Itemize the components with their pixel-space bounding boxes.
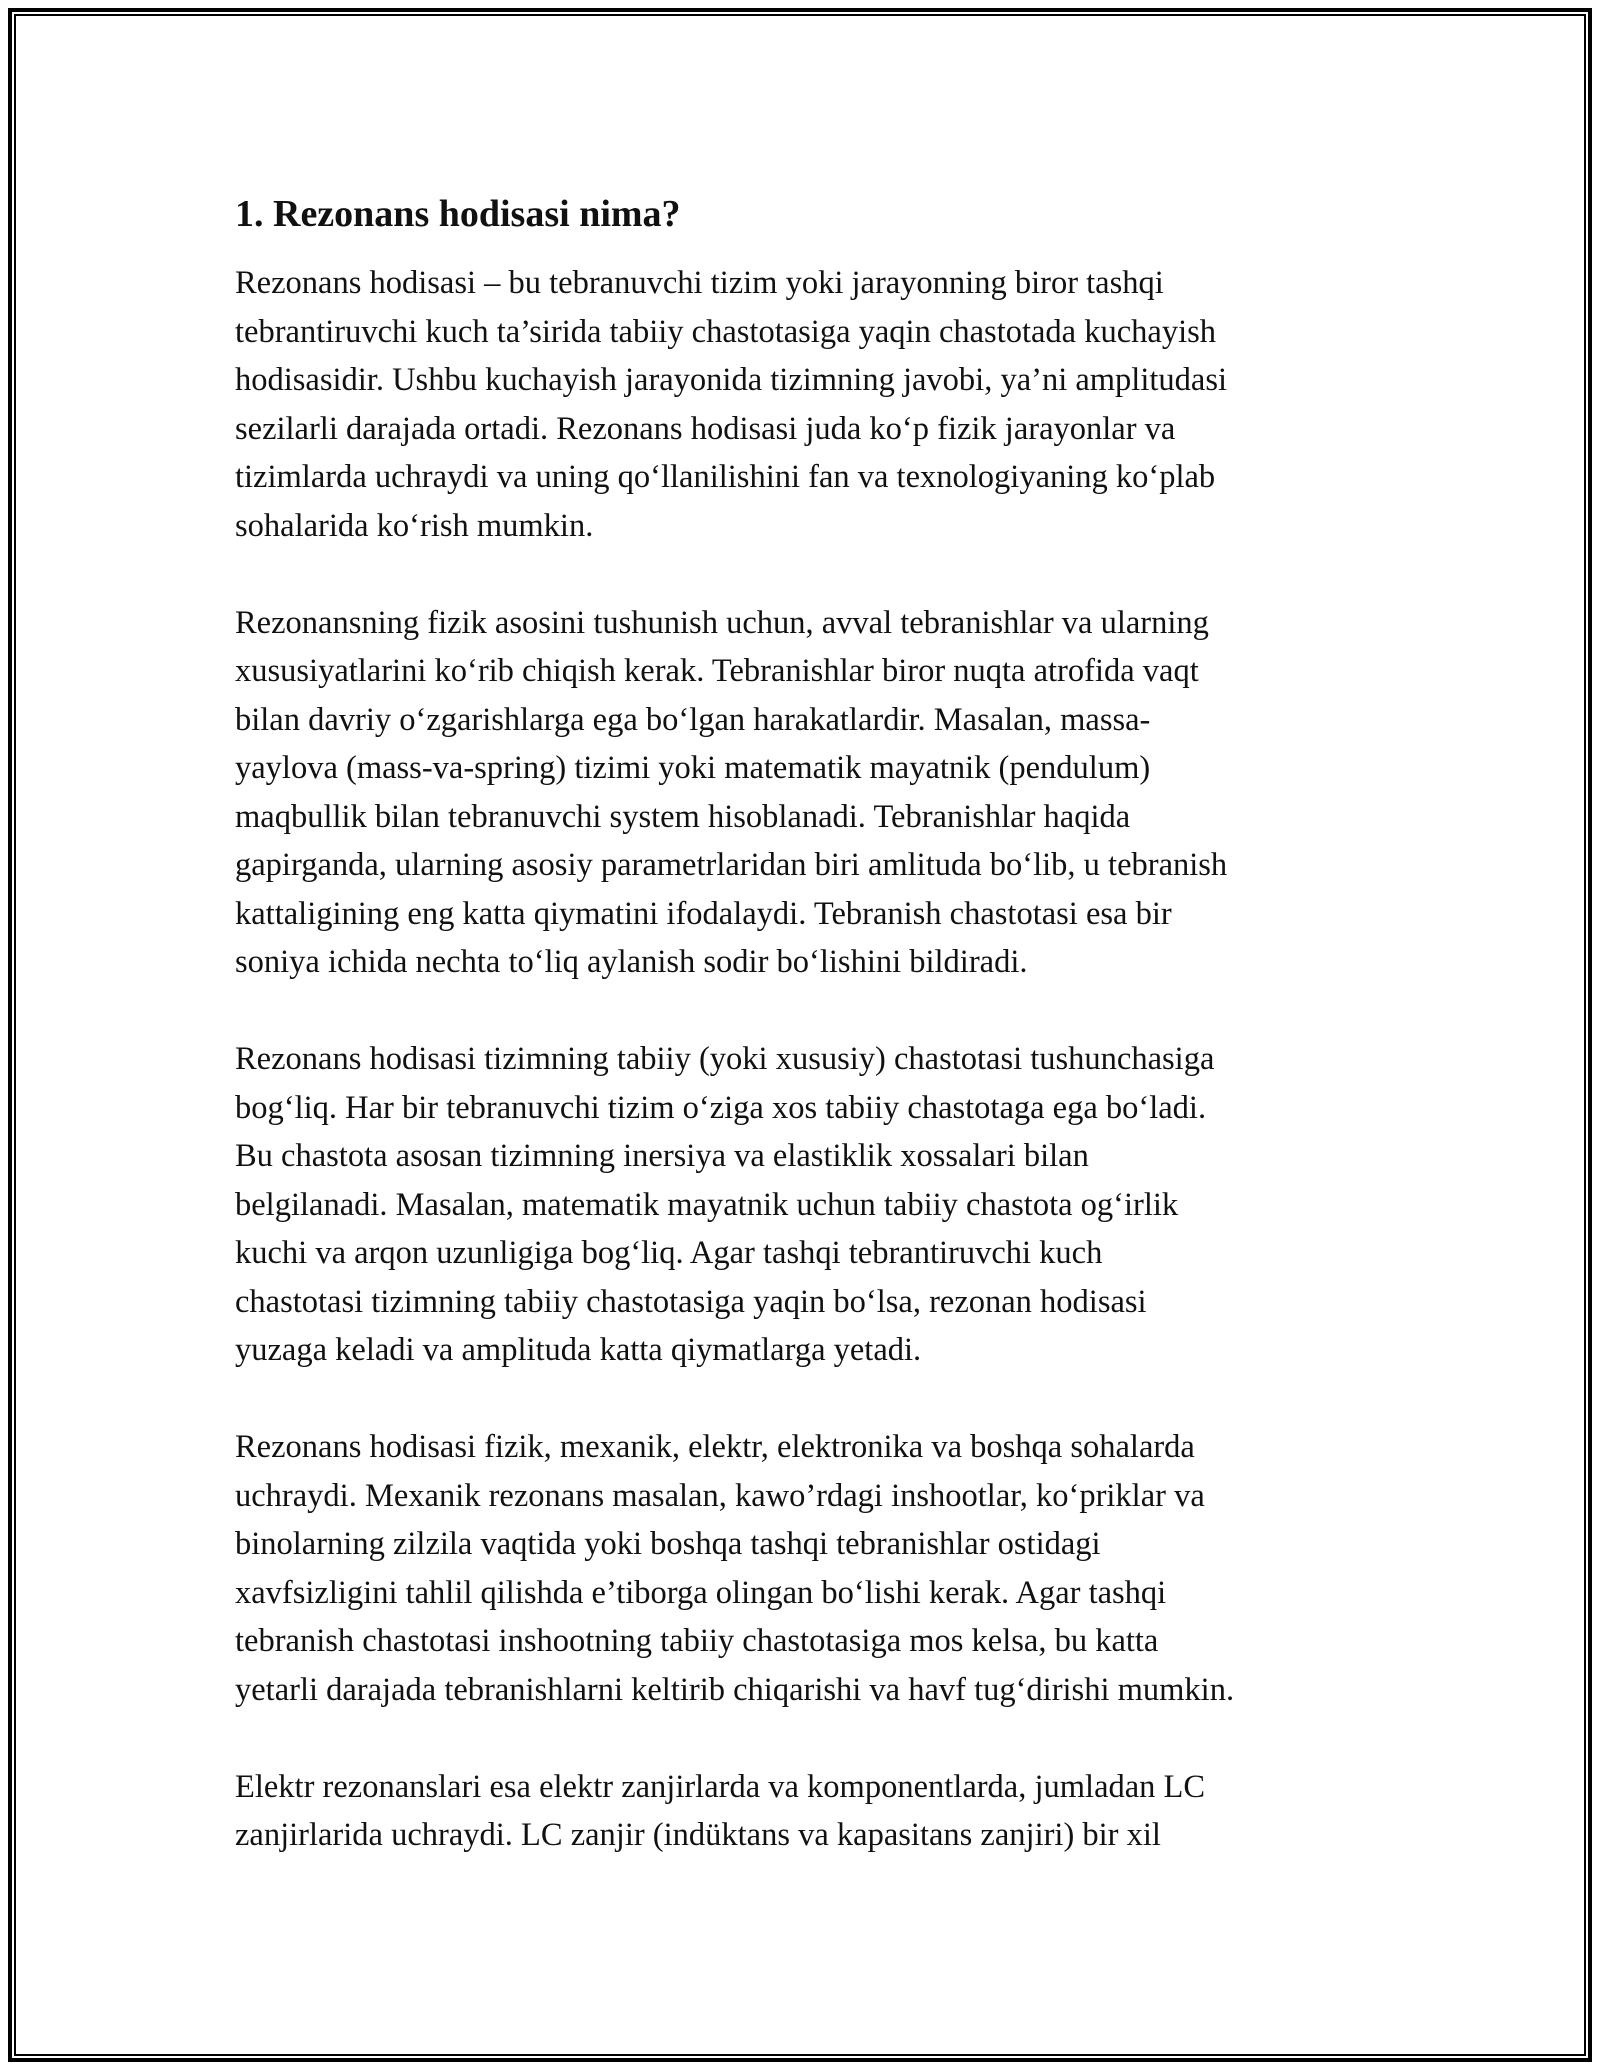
text-line: xavfsizligini tahlil qilishda e’tiborga olingan boʻlishi kerak. Agar tashqi	[235, 1574, 1167, 1611]
paragraph-5	[235, 1763, 1370, 1860]
paragraph-3	[235, 1035, 1370, 1375]
text-line: bogʻliq. Har bir tebranuvchi tizim oʻziga xos tabiiy chastotaga ega boʻladi.	[235, 1089, 1207, 1126]
text-line: kuchi va arqon uzunligiga bogʻliq. Agar tashqi tebrantiruvchi kuch	[235, 1235, 1103, 1271]
text-line: Rezonans hodisasi tizimning tabiiy (yoki xususiy) chastotasi tushunchasiga	[235, 1041, 1215, 1077]
text-line: sohalarida koʻrish mumkin.	[235, 507, 594, 544]
text-line: hodisasidir. Ushbu kuchayish jarayonida tizimning javobi, ya’ni amplitudasi	[235, 362, 1227, 398]
text-line: Rezonans hodisasi – bu tebranuvchi tizim yoki jarayonning biror tashqi	[235, 265, 1164, 301]
text-line: zanjirlarida uchraydi. LC zanjir (indüktans va kapasitans zanjiri) bir xil	[235, 1817, 1161, 1853]
document-body	[235, 185, 1370, 1908]
text-line: yetarli darajada tebranishlarni keltirib chiqarishi va havf tugʻdirishi mumkin.	[235, 1671, 1235, 1708]
text-line: tizimlarda uchraydi va uning qoʻllanilishini fan va texnologiyaning koʻplab	[235, 459, 1216, 495]
text-line: Bu chastota asosan tizimning inersiya va elastiklik xossalari bilan	[235, 1138, 1089, 1174]
text-line: Elektr rezonanslari esa elektr zanjirlarda va komponentlarda, jumladan LC	[235, 1768, 1206, 1805]
text-line: chastotasi tizimning tabiiy chastotasiga yaqin boʻlsa, rezonan hodisasi	[235, 1283, 1147, 1320]
paragraph-4	[235, 1423, 1370, 1714]
text-line: uchraydi. Mexanik rezonans masalan, kawo’rdagi inshootlar, koʻpriklar va	[235, 1477, 1205, 1514]
text-line: xususiyatlarini koʻrib chiqish kerak. Tebranishlar biror nuqta atrofida vaqt	[235, 653, 1199, 689]
text-line: maqbullik bilan tebranuvchi system hisoblanadi. Tebranishlar haqida	[235, 798, 1131, 835]
text-line: soniya ichida nechta toʻliq aylanish sodir boʻlishini bildiradi.	[235, 944, 1028, 980]
text-line: bilan davriy oʻzgarishlarga ega boʻlgan harakatlardir. Masalan, massa-	[235, 701, 1151, 738]
text-line: tebrantiruvchi kuch ta’sirida tabiiy chastotasiga yaqin chastotada kuchayish	[235, 313, 1217, 350]
paragraph-2	[235, 599, 1370, 987]
text-line: binolarning zilzila vaqtida yoki boshqa tashqi tebranishlar ostidagi	[235, 1526, 1101, 1562]
text-line: belgilanadi. Masalan, matematik mayatnik uchun tabiiy chastota ogʻirlik	[235, 1186, 1179, 1223]
text-line: gapirganda, ularning asosiy parametrlaridan biri amlituda boʻlib, u tebranish	[235, 847, 1228, 883]
text-line: sezilarli darajada ortadi. Rezonans hodisasi juda koʻp fizik jarayonlar va	[235, 410, 1176, 447]
text-line: yaylova (mass-va-spring) tizimi yoki matematik mayatnik (pendulum)	[235, 750, 1151, 786]
text-line: yuzaga keladi va amplituda katta qiymatlarga yetadi.	[235, 1332, 922, 1368]
section-heading: 1. Rezonans hodisasi nima?	[235, 193, 681, 235]
paragraph-1	[235, 259, 1370, 550]
text-line: Rezonansning fizik asosini tushunish uchun, avval tebranishlar va ularning	[235, 604, 1209, 641]
text-line: kattaligining eng katta qiymatini ifodalaydi. Tebranish chastotasi esa bir	[235, 895, 1172, 932]
text-line: Rezonans hodisasi fizik, mexanik, elektr, elektronika va boshqa sohalarda	[235, 1429, 1195, 1465]
text-line: tebranish chastotasi inshootning tabiiy chastotasiga mos kelsa, bu katta	[235, 1623, 1159, 1659]
